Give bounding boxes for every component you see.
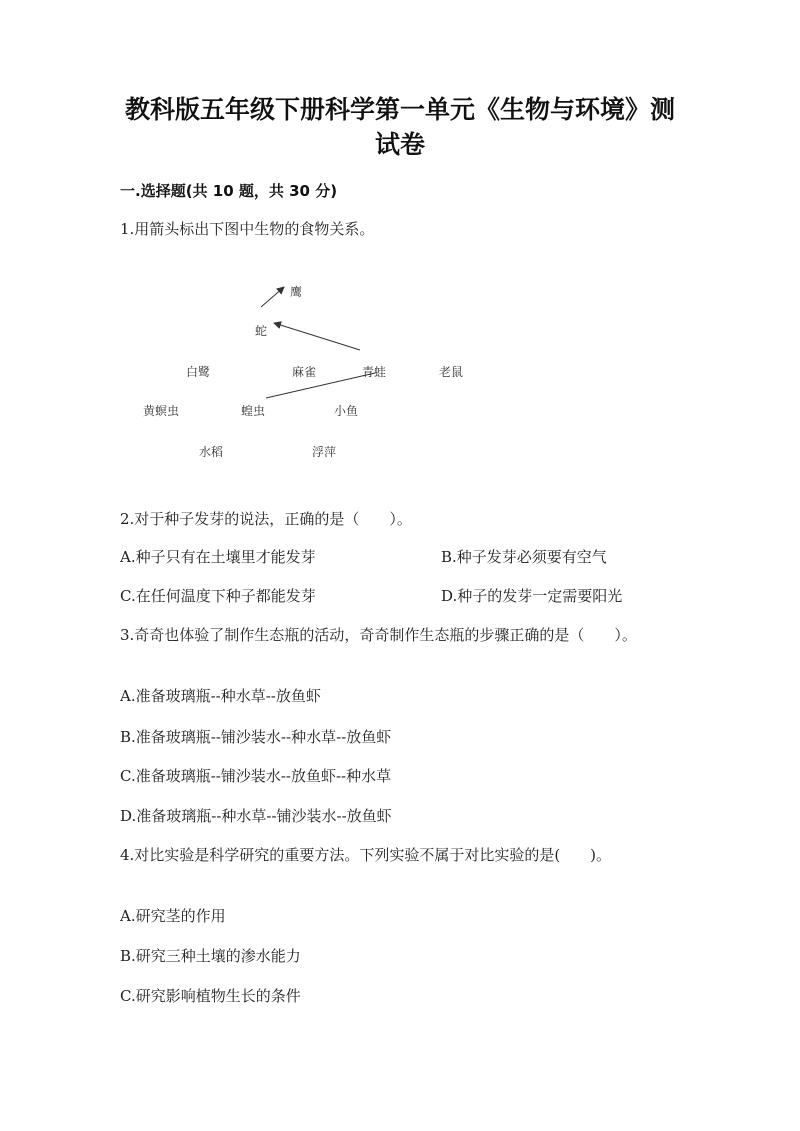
question-2-stem: 2.对于种子发芽的说法，正确的是（ ）。 — [120, 510, 412, 528]
title-line-1: 教科版五年级下册科学第一单元《生物与环境》测 — [124, 95, 675, 124]
question-3-option-b: B.准备玻璃瓶--铺沙装水--种水草--放鱼虾 — [120, 728, 392, 746]
section-heading: 一.选择题(共 10 题，共 30 分) — [120, 182, 338, 200]
question-2-option-b: B.种子发芽必须要有空气 — [441, 548, 607, 566]
question-4-option-b: B.研究三种土壤的渗水能力 — [120, 947, 301, 965]
node-snake: 蛇 — [255, 324, 268, 338]
question-4-option-c: C.研究影响植物生长的条件 — [120, 987, 301, 1005]
node-rice: 水稻 — [199, 445, 224, 459]
question-3-stem: 3.奇奇也体验了制作生态瓶的活动，奇奇制作生态瓶的步骤正确的是（ ）。 — [120, 626, 637, 644]
question-1-stem: 1.用箭头标出下图中生物的食物关系。 — [120, 220, 375, 238]
node-frog: 青蛙 — [362, 365, 387, 379]
node-mouse: 老鼠 — [439, 365, 464, 379]
question-3-option-d: D.准备玻璃瓶--种水草--铺沙装水--放鱼虾 — [120, 807, 392, 825]
node-fish: 小鱼 — [334, 404, 359, 418]
node-duckweed: 浮萍 — [312, 445, 337, 459]
question-3-option-c: C.准备玻璃瓶--铺沙装水--放鱼虾--种水草 — [120, 767, 392, 785]
question-2-option-a: A.种子只有在土壤里才能发芽 — [120, 548, 316, 566]
node-eagle: 鹰 — [290, 285, 303, 299]
question-3-option-a: A.准备玻璃瓶--种水草--放鱼虾 — [120, 687, 321, 705]
arrow-frog-to-snake — [274, 323, 360, 350]
question-4-stem: 4.对比实验是科学研究的重要方法。下列实验不属于对比实验的是( )。 — [120, 846, 612, 864]
question-4-option-a: A.研究茎的作用 — [120, 907, 226, 925]
locust-frog-line — [266, 373, 375, 398]
node-locust: 蝗虫 — [241, 404, 266, 418]
node-mantis: 黄螟虫 — [143, 404, 180, 418]
node-egret: 白鹭 — [186, 365, 211, 379]
question-2-option-c: C.在任何温度下种子都能发芽 — [120, 587, 316, 605]
question-2-option-d: D.种子的发芽一定需要阳光 — [441, 587, 623, 605]
node-sparrow: 麻雀 — [292, 365, 317, 379]
title-line-2: 试卷 — [374, 130, 425, 159]
arrow-snake-to-eagle — [261, 287, 284, 307]
